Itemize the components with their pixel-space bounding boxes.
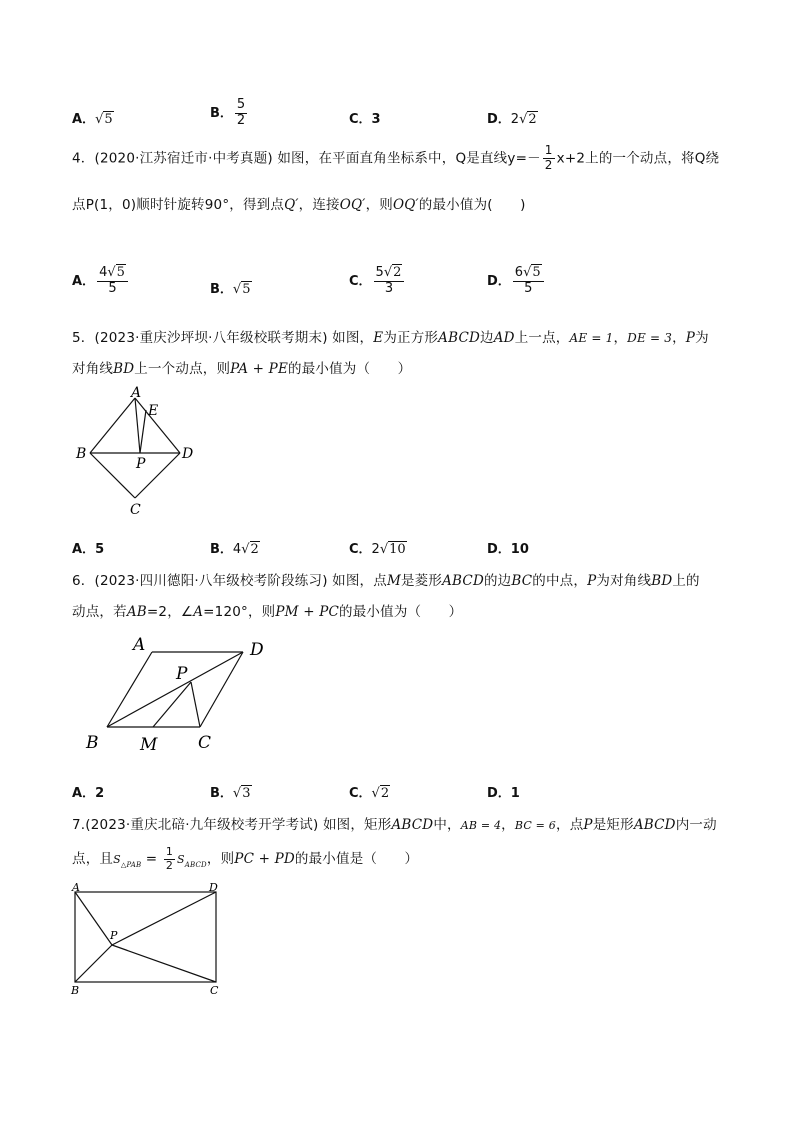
fig7-label-c: C bbox=[210, 984, 219, 997]
q5-option-b: B．4√2 bbox=[210, 542, 259, 557]
q4-line2: 点P(1，0)顺时针旋转90°，得到点Q′，连接OQ′，则OQ′的最小值为( ) bbox=[72, 197, 526, 213]
fig5-label-d: D bbox=[182, 446, 194, 462]
q6-option-c: C．√2 bbox=[349, 786, 390, 801]
q6-figure bbox=[80, 630, 280, 755]
q4-option-b: B．√5 bbox=[210, 282, 251, 297]
q6-option-d: D．1 bbox=[487, 786, 520, 801]
fig7-label-p: P bbox=[110, 929, 118, 942]
fig6-label-d: D bbox=[250, 640, 264, 660]
q4-option-c: C． $\frac{5√2}{3}$ bbox=[349, 266, 406, 297]
fig5-label-e: E bbox=[148, 403, 159, 419]
q5-option-c: C．2√10 bbox=[349, 542, 406, 557]
fig6-label-m: M bbox=[140, 735, 158, 755]
q5-figure bbox=[70, 385, 210, 520]
q7-line1: 7.(2023·重庆北碚·九年级校考开学考试) 如图，矩形ABCD中，AB = 4，BC = 6，点P是矩形ABCD内一动 bbox=[72, 817, 717, 833]
fig6-label-a: A bbox=[133, 635, 146, 655]
q4-option-a: A． $\frac{4√5}{5}$ bbox=[72, 266, 130, 297]
fig5-label-p: P bbox=[136, 456, 146, 472]
fig7-label-a: A bbox=[72, 881, 80, 894]
fig5-label-c: C bbox=[130, 502, 141, 518]
q6-line1: 6．(2023·四川德阳·八年级校考阶段练习) 如图，点M是菱形ABCD的边BC的中点，P为对角线BD上的 bbox=[72, 573, 700, 589]
q3-option-c: C．3 bbox=[349, 112, 381, 127]
q7-line2: 点，且$S_{\triangle PAB}$ = $\frac{1}{2}$ $S_{ABCD}$，则PC + PD的最小值是（ ） bbox=[72, 845, 419, 872]
q7-figure bbox=[65, 880, 235, 1000]
q3-option-d: D．2√2 bbox=[487, 112, 537, 127]
fig6-label-c: C bbox=[198, 733, 212, 753]
fig5-label-b: B bbox=[76, 446, 87, 462]
fig6-label-p: P bbox=[176, 664, 188, 684]
fig5-label-a: A bbox=[131, 385, 142, 401]
q5-option-a: A．5 bbox=[72, 542, 105, 557]
q5-line2: 对角线BD上一个动点，则PA + PE的最小值为（ ） bbox=[72, 361, 412, 377]
q5-option-d: D．10 bbox=[487, 542, 529, 557]
q6-option-b: B．√3 bbox=[210, 786, 251, 801]
fig6-label-b: B bbox=[86, 733, 99, 753]
q4-option-d: D． $\frac{6√5}{5}$ bbox=[487, 266, 546, 297]
fig7-label-d: D bbox=[209, 881, 218, 894]
fig7-label-b: B bbox=[71, 984, 80, 997]
q6-option-a: A．2 bbox=[72, 786, 105, 801]
q6-line2: 动点，若AB=2，∠A=120°，则PM + PC的最小值为（ ） bbox=[72, 604, 463, 620]
q3-option-b: B． $\frac{5}{2}$ bbox=[210, 97, 246, 128]
q5-line1: 5．(2023·重庆沙坪坝·八年级校联考期末) 如图，E为正方形ABCD边AD上一点，AE = 1，DE = 3，P为 bbox=[72, 330, 709, 346]
q3-option-a: A．√5 bbox=[72, 112, 113, 127]
q4-line1: 4．(2020·江苏宿迁市·中考真题) 如图，在平面直角坐标系中，Q是直线y=－ $\frac{1}{2}$ x+2上的一个动点，将Q绕 bbox=[72, 143, 720, 172]
